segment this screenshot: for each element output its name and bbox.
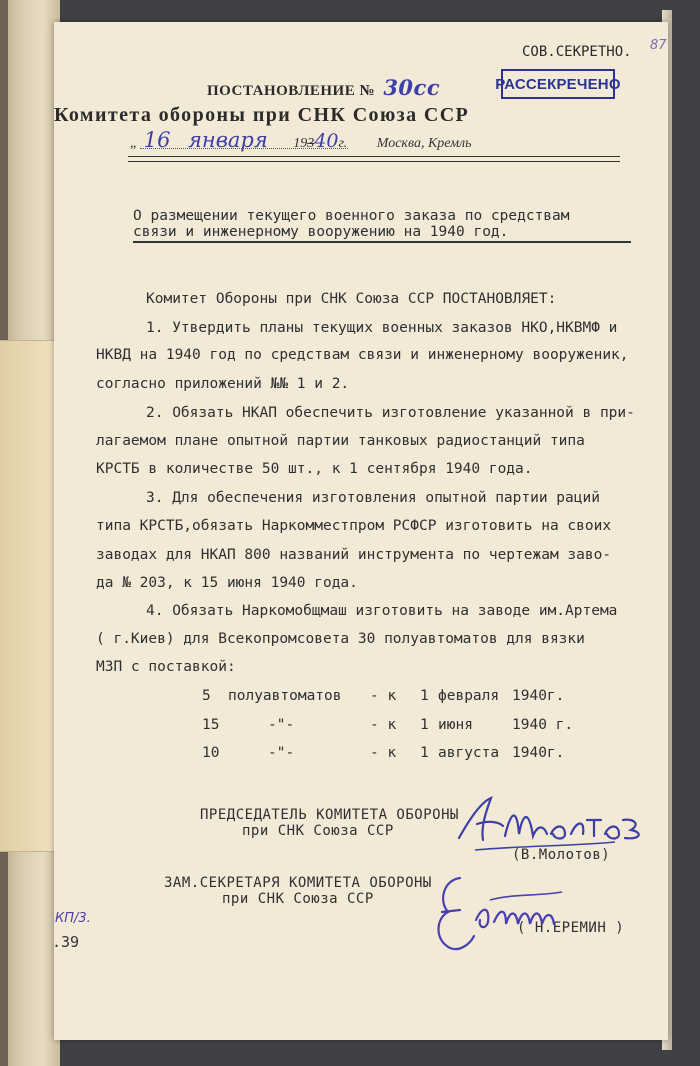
- title-line-2: связи и инженерному вооружению на 1940 год.: [133, 224, 509, 240]
- p3-line-2: типа КРСТБ,обязать Наркомместпром РСФСР изготовить на своих: [96, 518, 612, 534]
- delivery-year: 1940г.: [512, 745, 565, 761]
- header-rule-top: [128, 156, 620, 157]
- p2-line-2: лагаемом плане опытной партии танковых радиостанций типа: [96, 433, 585, 449]
- chair-title-1: ПРЕДСЕДАТЕЛЬ КОМИТЕТА ОБОРОНЫ: [200, 807, 459, 823]
- delivery-day: 1: [420, 717, 429, 733]
- p2-line-3: КРСТБ в количестве 50 шт., к 1 сентября 1940 года.: [96, 461, 533, 477]
- p4-line-2: ( г.Киев) для Всекопромсовета 30 полуавтоматов для вязки: [96, 631, 585, 647]
- delivery-year: 1940 г.: [512, 717, 574, 733]
- delivery-month: июня: [438, 717, 473, 733]
- margin-number: .39: [52, 933, 80, 951]
- delivery-qty: 10: [202, 745, 220, 761]
- p3-line-1: 3. Для обеспечения изготовления опытной партии раций: [146, 490, 600, 506]
- delivery-dash: - к: [370, 745, 397, 761]
- delivery-item: -"-: [268, 745, 295, 761]
- delivery-qty: 15: [202, 717, 220, 733]
- delivery-item: -"-: [268, 717, 295, 733]
- date-year-struck: 3: [307, 136, 315, 151]
- date-year-prefix: 19: [293, 136, 308, 151]
- date-suffix: г.: [338, 136, 348, 151]
- delivery-month: февраля: [438, 688, 500, 704]
- preamble: Комитет Обороны при СНК Союза ССР ПОСТАНОВЛЯЕТ:: [146, 291, 557, 307]
- p1-line-3: согласно приложений №№ 1 и 2.: [96, 376, 350, 392]
- decree-label: ПОСТАНОВЛЕНИЕ №: [207, 83, 376, 99]
- p1-line-2: НКВД на 1940 год по средствам связи и инженерному вооруженик,: [96, 347, 629, 363]
- delivery-month: августа: [438, 745, 500, 761]
- delivery-dash: - к: [370, 688, 397, 704]
- header-rule-bottom: [128, 161, 620, 162]
- delivery-item: полуавтоматов: [228, 688, 342, 704]
- p2-line-1: 2. Обязать НКАП обеспечить изготовление указанной в при-: [146, 405, 635, 421]
- delivery-day: 1: [420, 688, 429, 704]
- date-underline: [140, 148, 348, 149]
- chair-title-2: при СНК Союза ССР: [242, 823, 394, 839]
- date-quote: „: [130, 136, 137, 151]
- p3-line-3: заводах для НКАП 800 названий инструмента по чертежам заво-: [96, 547, 612, 563]
- deputy-title-2: при СНК Союза ССР: [222, 891, 374, 907]
- decree-number-handwritten: 30сс: [383, 75, 441, 100]
- date-day-handwritten: 16: [143, 128, 171, 152]
- p4-line-3: МЗП с поставкой:: [96, 659, 236, 675]
- title-line-1: О размещении текущего военного заказа по средствам: [133, 208, 570, 224]
- p1-line-1: 1. Утвердить планы текущих военных заказов НКО,НКВМФ и: [146, 320, 618, 336]
- molotov-signature-graphic: [455, 790, 655, 860]
- title-underline: [133, 241, 631, 243]
- decree-heading: [207, 75, 440, 100]
- date-year-handwritten: 40: [314, 130, 339, 152]
- place: Москва, Кремль: [376, 136, 472, 151]
- page-number-handwritten: 87: [650, 38, 667, 53]
- eremin-signature-graphic: [430, 870, 580, 960]
- chair-name: (В.Молотов): [512, 847, 611, 863]
- binder-strip: [0, 340, 54, 852]
- committee-heading: Комитета обороны при СНК Союза ССР: [54, 104, 470, 126]
- date-month-handwritten: января: [187, 128, 268, 152]
- delivery-qty: 5: [202, 688, 211, 704]
- classification-label: СОВ.СЕКРЕТНО.: [522, 44, 632, 60]
- p3-line-4: да № 203, к 15 июня 1940 года.: [96, 575, 358, 591]
- margin-note: КП/3.: [55, 911, 91, 926]
- declassified-stamp: РАССЕКРЕЧЕНО: [501, 69, 615, 99]
- deputy-name: ( Н.ЕРЕМИН ): [517, 920, 625, 936]
- delivery-year: 1940г.: [512, 688, 565, 704]
- p4-line-1: 4. Обязать Наркомобщмаш изготовить на заводе им.Артема: [146, 603, 618, 619]
- delivery-day: 1: [420, 745, 429, 761]
- delivery-dash: - к: [370, 717, 397, 733]
- deputy-title-1: ЗАМ.СЕКРЕТАРЯ КОМИТЕТА ОБОРОНЫ: [164, 875, 432, 891]
